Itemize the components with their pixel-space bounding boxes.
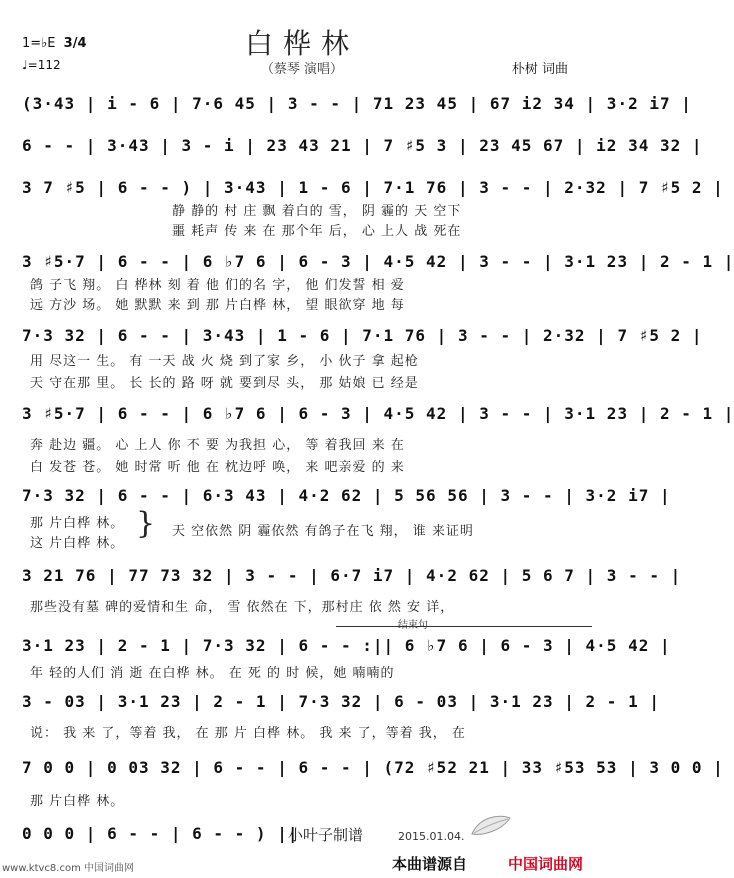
- lyric-line-4b: 白 发苍 苍。 她 时常 听 他 在 枕边呼 唤， 来 吧亲爱 的 来: [30, 460, 405, 475]
- coda-bracket-line: [336, 626, 592, 627]
- key-signature: [22, 36, 87, 51]
- notation-line-2: 6 - - | 3·43 | 3 - i | 23 43 21 | 7 ♯5 3 | 23 45 67 | i2 34 32 |: [22, 136, 703, 155]
- transcription-date: 2015.01.04.: [398, 830, 465, 843]
- notation-line-12: 0 0 0 | 6 - - | 6 - - ) ||: [22, 824, 299, 843]
- song-title: 白桦林: [244, 27, 359, 60]
- lyric-line-7: 那些没有墓 碑的爱情和生 命， 雪 依然在 下，那村庄 依 然 安 详，: [30, 600, 455, 615]
- lyric-line-10: 那 片白桦 林。: [30, 794, 125, 809]
- lyric-line-3b: 天 守在那 里。 长 长的 路 呀 就 要到尽 头， 那 姑娘 已 经是: [30, 376, 419, 391]
- notation-line-10: 3 - 03 | 3·1 23 | 2 - 1 | 7·3 32 | 6 - 03 | 3·1 23 | 2 - 1 |: [22, 692, 660, 711]
- lyric-line-1a: 静 静的 村 庄 飘 着白的 雪， 阴 霾的 天 空下: [172, 204, 462, 219]
- performer-credit: （蔡琴 演唱）: [260, 62, 344, 77]
- coda-label: 结束句: [398, 620, 428, 631]
- key-value: 1=♭E: [22, 36, 56, 51]
- lyric-line-3a: 用 尽这一 生。 有 一天 战 火 烧 到了家 乡， 小 伙子 拿 起枪: [30, 354, 419, 369]
- lyric-line-9: 说： 我 来 了，等着 我， 在 那 片 白桦 林。 我 来 了，等着 我， 在: [30, 726, 466, 741]
- notation-line-8: 3 21 76 | 77 73 32 | 3 - - | 6·7 i7 | 4·2 62 | 5 6 7 | 3 - - |: [22, 566, 682, 585]
- notation-line-3: 3 7 ♯5 | 6 - - ) | 3·43 | 1 - 6 | 7·1 76 | 3 - - | 2·32 | 7 ♯5 2 |: [22, 178, 724, 197]
- time-signature: 3/4: [63, 36, 87, 51]
- notation-line-11: 7 0 0 | 0 03 32 | 6 - - | 6 - - | (72 ♯52 21 | 33 ♯53 53 | 3 0 0 |: [22, 758, 724, 777]
- transcriber-signature: 小叶子制谱: [288, 826, 364, 844]
- source-label: 本曲谱源自: [392, 855, 468, 873]
- lyric-line-2a: 鸽 子飞 翔。 白 桦林 刻 着 他 们的名 字， 他 们发誓 相 爱: [30, 278, 405, 293]
- notation-line-7: 7·3 32 | 6 - - | 6·3 43 | 4·2 62 | 5 56 56 | 3 - - | 3·2 i7 |: [22, 486, 671, 505]
- lyric-line-5a: 那 片白桦 林。: [30, 516, 125, 531]
- lyric-line-1b: 噩 耗声 传 来 在 那个年 后， 心 上人 战 死在: [172, 224, 462, 239]
- lyric-line-6: 天 空依然 阴 霾依然 有鸽子在飞 翔， 谁 来证明: [172, 524, 474, 539]
- lyric-line-2b: 远 方沙 场。 她 默默 来 到 那 片白桦 林， 望 眼欲穿 地 每: [30, 298, 405, 313]
- notation-line-5: 7·3 32 | 6 - - | 3·43 | 1 - 6 | 7·1 76 | 3 - - | 2·32 | 7 ♯5 2 |: [22, 326, 703, 345]
- brand-name[interactable]: 中国词曲网: [508, 855, 584, 873]
- composer-credit: 朴树 词曲: [511, 62, 568, 77]
- leaf-icon: [470, 812, 512, 838]
- notation-line-9: 3·1 23 | 2 - 1 | 7·3 32 | 6 - - :|| 6 ♭7 6 | 6 - 3 | 4·5 42 |: [22, 636, 671, 655]
- verse-brace: }: [136, 506, 156, 541]
- site-url[interactable]: www.ktvc8.com 中国词曲网: [2, 863, 135, 874]
- lyric-line-8: 年 轻的人们 消 逝 在白桦 林。 在 死 的 时 候，她 喃喃的: [30, 666, 395, 681]
- tempo-marking: ♩=112: [22, 58, 61, 72]
- notation-line-6: 3 ♯5·7 | 6 - - | 6 ♭7 6 | 6 - 3 | 4·5 42 | 3 - - | 3·1 23 | 2 - 1 |: [22, 404, 734, 423]
- notation-line-1: (3·43 | i - 6 | 7·6 45 | 3 - - | 71 23 45 | 67 i2 34 | 3·2 i7 |: [22, 94, 692, 113]
- notation-line-4: 3 ♯5·7 | 6 - - | 6 ♭7 6 | 6 - 3 | 4·5 42 | 3 - - | 3·1 23 | 2 - 1 |: [22, 252, 734, 271]
- lyric-line-4a: 奔 赴边 疆。 心 上人 你 不 要 为我担 心， 等 着我回 来 在: [30, 438, 405, 453]
- lyric-line-5b: 这 片白桦 林。: [30, 536, 125, 551]
